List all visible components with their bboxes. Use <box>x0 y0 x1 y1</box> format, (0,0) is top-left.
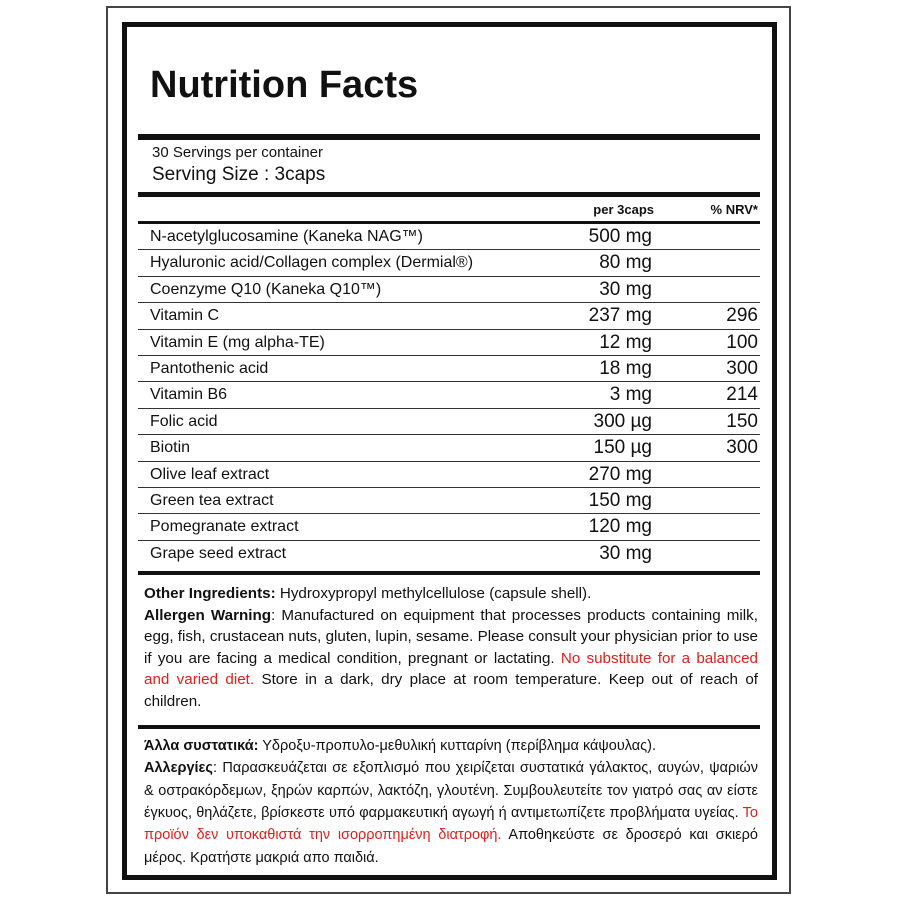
table-row <box>138 541 760 567</box>
nutrient-amount: 237 mg <box>588 305 652 327</box>
nutrient-nrv: 150 <box>726 410 758 432</box>
column-header-nrv: % NRV* <box>710 202 758 217</box>
nutrient-name: Hyaluronic acid/Collagen complex (Dermial®) <box>150 254 474 272</box>
column-header-row <box>138 197 760 221</box>
nutrient-amount: 150 µg <box>593 437 652 459</box>
nutrient-amount: 80 mg <box>599 252 652 274</box>
nutrient-amount: 30 mg <box>599 542 652 564</box>
english-ingredients-text <box>144 583 758 712</box>
nutrient-amount: 270 mg <box>588 463 652 485</box>
nutrient-name: N-acetylglucosamine (Kaneka NAG™) <box>150 228 423 245</box>
greek-storage-text: Αποθηκεύστε σε δροσερό και σκιερό μέρος. Κρατήστε μακριά απο παιδιά. <box>144 827 758 866</box>
label-title: Nutrition Facts <box>150 64 419 106</box>
serving-size: Serving Size : 3caps <box>152 164 326 185</box>
table-row <box>138 330 760 356</box>
table-row <box>138 250 760 276</box>
nutrient-name: Pantothenic acid <box>150 359 269 377</box>
other-ingredients-label: Other Ingredients: <box>144 585 276 603</box>
column-header-amount: per 3caps <box>593 202 654 217</box>
diet-warning-red: No substitute for a balanced and varied diet. <box>144 649 758 689</box>
nutrient-name: Vitamin E (mg alpha-TE) <box>150 333 325 351</box>
nutrient-nrv: 300 <box>726 437 758 459</box>
nutrient-name: Grape seed extract <box>150 544 287 562</box>
nutrient-nrv: 300 <box>726 357 758 379</box>
nutrient-amount: 300 µg <box>593 410 652 432</box>
nutrient-name: Olive leaf extract <box>150 465 270 483</box>
storage-text: Store in a dark, dry place at room temperature. Keep out of reach of children. <box>144 671 758 710</box>
nutrient-amount: 12 mg <box>599 331 652 353</box>
table-row <box>138 382 760 408</box>
table-row <box>138 514 760 540</box>
greek-diet-warning-red: Το προϊόν δεν υποκαθιστά την ισορροπημένη διατροφή. <box>144 804 758 844</box>
table-row <box>138 409 760 435</box>
nutrient-name: Vitamin C <box>150 307 220 325</box>
divider-top <box>138 134 760 140</box>
nutrient-name: Vitamin B6 <box>150 386 228 404</box>
nutrient-name: Folic acid <box>150 412 218 430</box>
nutrient-amount: 30 mg <box>599 278 652 300</box>
servings-per-container: 30 Servings per container <box>152 144 323 161</box>
greek-allergen-label: Αλλεργίες <box>144 760 213 777</box>
nutrition-label-content <box>138 26 760 869</box>
greek-allergen-text: : Παρασκευάζεται σε εξοπλισμό που χειρίζεται συστατικά γάλακτος, αυγών, ψαριών & οστρακόρδεμων, ξηρών καρπών, λακτόζη, γλουτένη. Συμβουλευτείτε τον γιατρό σας αν είστε έγκυος, θηλάζετε, βρίσκεστε υπό φαρμακευτική αγωγή ή αντιμετωπίζετε προβλήματα υγείας. <box>144 760 758 821</box>
nutrient-amount: 120 mg <box>588 516 652 538</box>
nutrient-nrv: 296 <box>726 305 758 327</box>
nutrient-name: Biotin <box>150 439 191 457</box>
nutrient-table <box>138 224 760 567</box>
nutrient-amount: 500 mg <box>588 226 652 247</box>
nutrient-amount: 18 mg <box>599 357 652 379</box>
nutrient-nrv: 214 <box>726 384 758 406</box>
table-row <box>138 277 760 303</box>
nutrient-name: Green tea extract <box>150 491 274 509</box>
divider-table-bottom <box>138 571 760 575</box>
nutrient-amount: 150 mg <box>588 489 652 511</box>
nutrient-amount: 3 mg <box>609 384 652 406</box>
table-row <box>138 462 760 488</box>
divider-language <box>138 725 760 729</box>
greek-other-ingredients-label: Άλλα συστατικά: <box>144 738 259 755</box>
greek-ingredients-text <box>144 735 758 869</box>
nutrient-nrv: 100 <box>726 331 758 353</box>
allergen-warning-text: : Manufactured on equipment that processes products containing milk, egg, fish, crustacean nuts, gluten, lupin, sesame. Please consult your physician prior to use if you are facing a medical condition, pregnant or lactating. <box>144 606 758 667</box>
nutrient-name: Coenzyme Q10 (Kaneka Q10™) <box>150 280 382 298</box>
other-ingredients-text: Hydroxypropyl methylcellulose (capsule shell). <box>275 585 592 603</box>
allergen-warning-label: Allergen Warning <box>144 606 272 624</box>
table-row <box>138 488 760 514</box>
table-row <box>138 356 760 382</box>
table-row <box>138 435 760 461</box>
table-row <box>138 224 760 250</box>
nutrient-name: Pomegranate extract <box>150 518 299 536</box>
greek-other-ingredients-text: Υδροξυ-προπυλο-μεθυλική κυτταρίνη (περίβλημα κάψουλας). <box>258 738 657 755</box>
table-row <box>138 303 760 329</box>
